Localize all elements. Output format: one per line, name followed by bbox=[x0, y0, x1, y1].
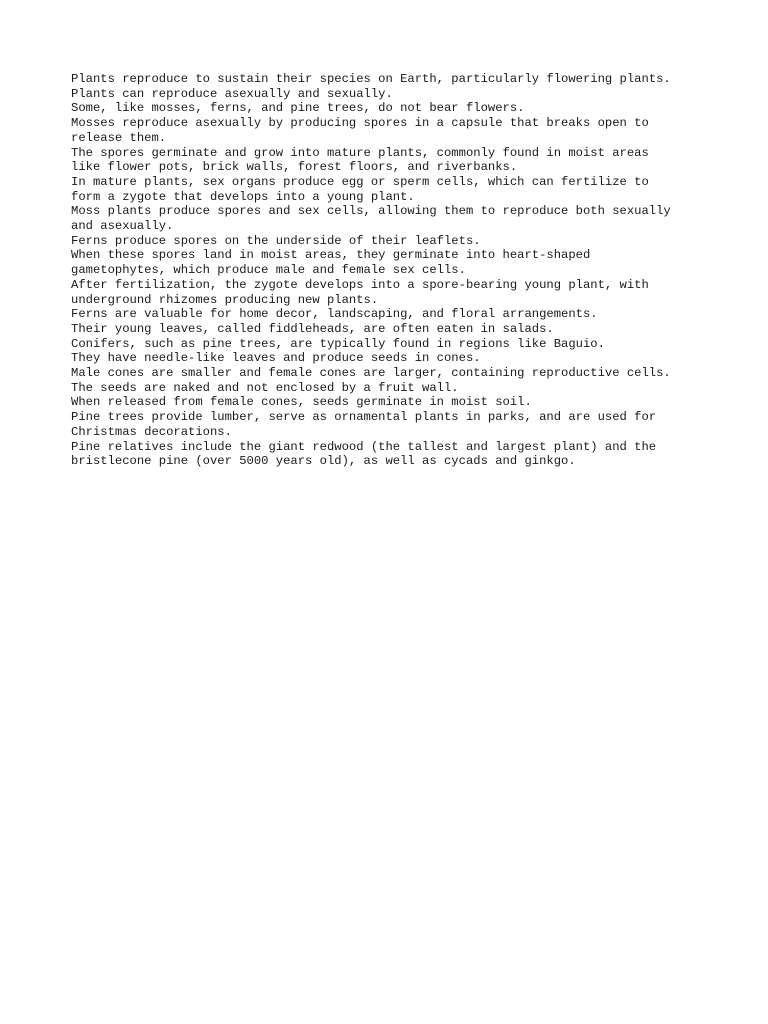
paragraph: Their young leaves, called fiddleheads, are often eaten in salads. bbox=[71, 321, 554, 336]
paragraph: The spores germinate and grow into mature plants, commonly found in moist areas like flower pots, brick walls, forest floors, and riverbanks. bbox=[71, 145, 649, 175]
paragraph: Mosses reproduce asexually by producing spores in a capsule that breaks open to release them. bbox=[71, 116, 649, 145]
paragraph: Conifers, such as pine trees, are typically found in regions like Baguio. bbox=[71, 336, 605, 351]
paragraph: Ferns are valuable for home decor, landscaping, and floral arrangements. bbox=[71, 307, 598, 322]
paragraph: After fertilization, the zygote develops into a spore-bearing young plant, with underground rhizomes producing new plants. bbox=[71, 277, 649, 307]
paragraph: They have needle-like leaves and produce seeds in cones. bbox=[71, 351, 481, 366]
paragraph: Moss plants produce spores and sex cells, allowing them to reproduce both sexually and asexually. bbox=[71, 204, 671, 234]
document-body bbox=[71, 72, 711, 469]
paragraph: Some, like mosses, ferns, and pine trees, do not bear flowers. bbox=[71, 101, 525, 116]
paragraph: When these spores land in moist areas, they germinate into heart-shaped gametophytes, which produce male and female sex cells. bbox=[71, 248, 591, 278]
paragraph: Plants can reproduce asexually and sexually. bbox=[71, 86, 393, 101]
paragraph: Plants reproduce to sustain their species on Earth, particularly flowering plants. bbox=[71, 72, 671, 86]
paragraph: In mature plants, sex organs produce egg or sperm cells, which can fertilize to form a zygote that develops into a young plant. bbox=[71, 174, 649, 204]
paragraph: Ferns produce spores on the underside of their leaflets. bbox=[71, 233, 481, 248]
paragraph: Pine relatives include the giant redwood (the tallest and largest plant) and the bristlecone pine (over 5000 years old), as well as cycads and ginkgo. bbox=[71, 439, 657, 469]
paragraph: When released from female cones, seeds germinate in moist soil. bbox=[71, 395, 532, 410]
paragraph: The seeds are naked and not enclosed by a fruit wall. bbox=[71, 380, 459, 395]
paragraph: Pine trees provide lumber, serve as ornamental plants in parks, and are used for Christmas decorations. bbox=[71, 410, 657, 439]
paragraph: Male cones are smaller and female cones are larger, containing reproductive cells. bbox=[71, 366, 671, 381]
